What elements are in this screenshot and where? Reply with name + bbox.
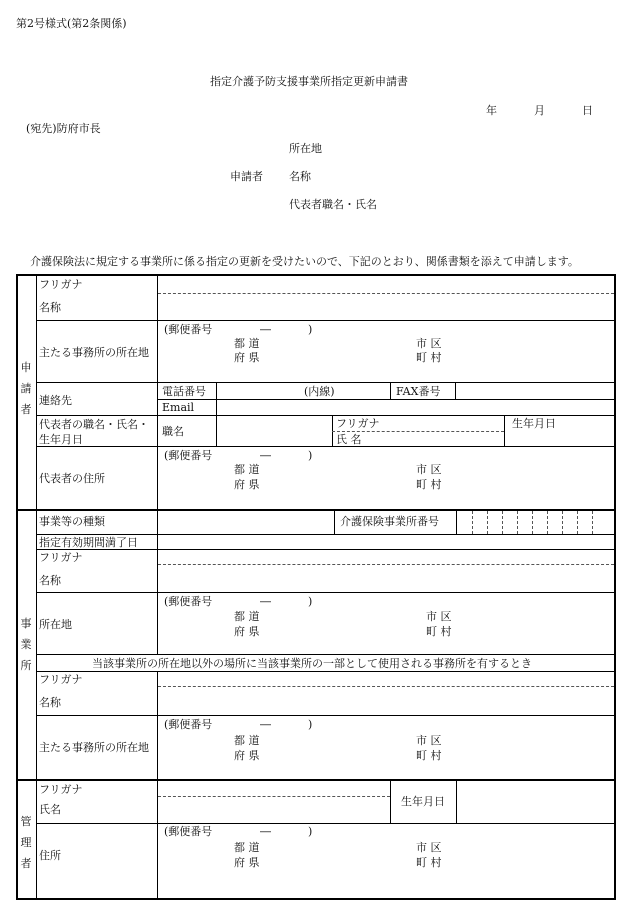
applicant-name-field-label: 名称 [39, 301, 61, 314]
rep-furigana-label: フリガナ [336, 417, 380, 430]
office-furigana-label: フリガナ [39, 551, 83, 564]
tel-label: 電話番号 [162, 385, 206, 398]
business-type-label: 事業等の種類 [39, 515, 105, 528]
section-applicant: 申 請 者 [20, 361, 32, 416]
title-field-label: 職名 [162, 425, 184, 438]
manager-birthdate-label: 生年月日 [401, 795, 445, 808]
applicant-label: 申請者 [230, 170, 263, 183]
branch-office-note: 当該事業所の所在地以外の場所に当該事業所の一部として使用される事務所を有するとき [92, 657, 532, 670]
contact-label: 連絡先 [39, 394, 72, 407]
branch-name-label: 名称 [39, 696, 61, 709]
section-manager: 管 理 者 [20, 815, 32, 870]
postal-code-label: (郵便番号 [164, 323, 213, 336]
office-name-label: 名称 [39, 574, 61, 587]
insurance-number-label: 介護保険事業所番号 [340, 515, 439, 528]
rep-birthdate-label: 生年月日 [512, 417, 556, 430]
expiry-date-label: 指定有効期間満了日 [39, 536, 138, 549]
date-year: 年 [486, 104, 497, 117]
section-office: 事 業 所 [20, 617, 32, 672]
date-month: 月 [534, 104, 545, 117]
date-day: 日 [582, 104, 593, 117]
manager-name-label: 氏名 [39, 803, 61, 816]
office-location-label: 所在地 [39, 618, 72, 631]
branch-main-office-address-label: 主たる事務所の所在地 [39, 741, 149, 754]
document-title: 指定介護予防支援事業所指定更新申請書 [210, 75, 408, 88]
applicant-representative-label: 代表者職名・氏名 [289, 198, 377, 211]
application-statement: 介護保険法に規定する事業所に係る指定の更新を受けたいので、下記のとおり、関係書類を添えて申請します。 [30, 255, 579, 268]
addressee: (宛先)防府市長 [26, 122, 101, 135]
fax-label: FAX番号 [396, 385, 441, 398]
form-number: 第2号様式(第2条関係) [16, 17, 127, 30]
rep-name-label: 氏 名 [336, 433, 362, 446]
main-office-address-label: 主たる事務所の所在地 [39, 346, 149, 359]
applicant-furigana-label: フリガナ [39, 278, 83, 291]
applicant-address-label: 所在地 [289, 142, 322, 155]
representative-address-label: 代表者の住所 [39, 472, 105, 485]
representative-info-label: 代表者の職名・氏名・ [39, 418, 149, 431]
manager-address-label: 住所 [39, 849, 61, 862]
applicant-name-label: 名称 [289, 170, 311, 183]
branch-furigana-label: フリガナ [39, 673, 83, 686]
manager-furigana-label: フリガナ [39, 783, 83, 796]
email-label: Email [162, 401, 195, 414]
application-form-table: 申 請 者 フリガナ 名称 主たる事務所の所在地 (郵便番号 ― ) 都 道 府 県 市 区 町 村 連絡先 電話番号 (内線) FAX番号 Email 代表者の職名・氏名・ 生年月日 職名 フリガナ 氏 名 生年月日 代表者の住所 (郵便番号 ― ) 都 道 府 県 市 区 町 村 事 業 所 事業等の種類 介護保険事業所番号 指定有効期間満了日 フリガナ 名称 所在地 (郵便番号 ― ) 都 道 府 県 市 区 町 村 当該事業所の所在地以外の場所に当該事業所の一部として使用される事務所を有するとき フリガナ 名称 主たる事務所の所在地 (郵便番号 ― ) 都 道 府 県 市 区 町 村 管 理 者 フリガナ 氏名 生年月日 住所 (郵便番号 ― ) 都 道 府 県 市 区 町 村 [16, 274, 616, 900]
extension-label: (内線) [304, 385, 335, 398]
